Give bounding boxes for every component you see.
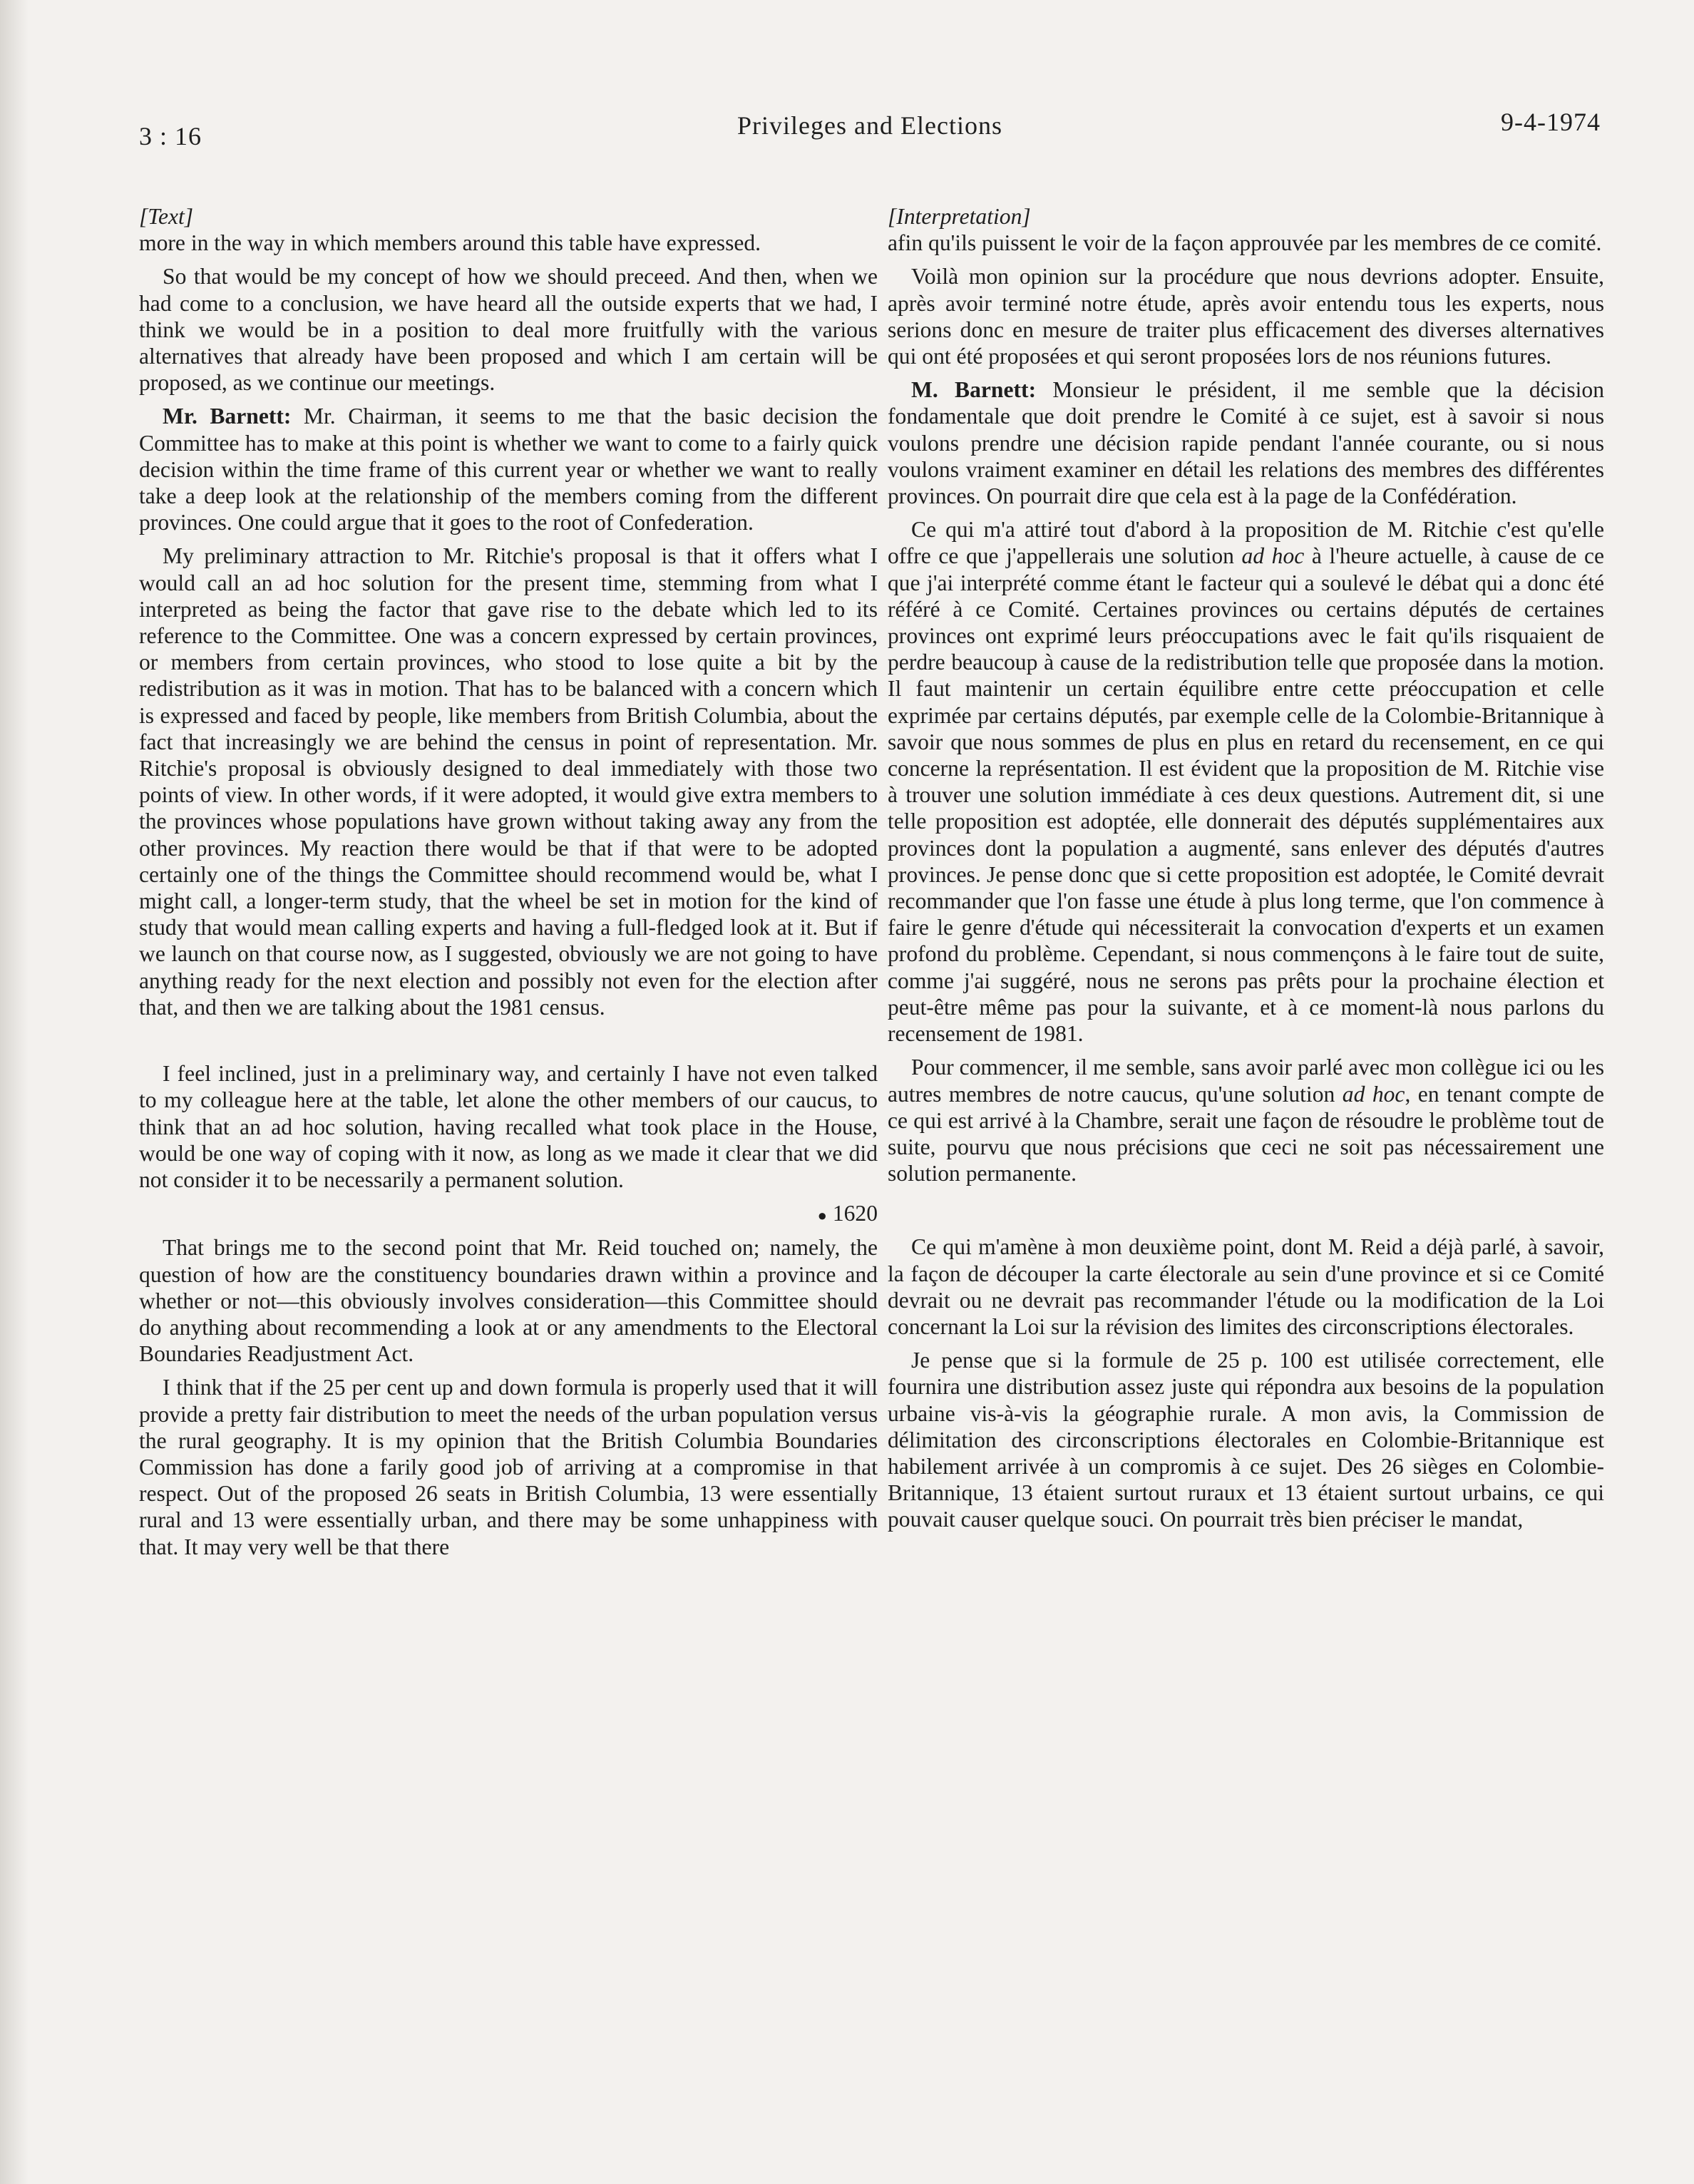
paragraph: I think that if the 25 per cent up and down formula is properly used that it will provide a pretty fair distribution to meet the needs of the urban population versus the rural geography. It is my opinion that the British Columbia Boundaries Commission has done a farily good job of arriving at a compromise in that respect. Out of the proposed 26 seats in British Columbia, 13 were essentially rural and 13 were essentially urban, and there may be some unhappiness with that. It may very well be that there	[139, 1375, 878, 1559]
paragraph: Ce qui m'amène à mon deuxième point, dont M. Reid a déjà parlé, à savoir, la façon de découper la carte électorale au sein d'une province et si ce Comité devrait ou ne devrait pas recommander l'étude ou la modification de la Loi concernant la Loi sur la révision des limites des circonscriptions électorales.	[888, 1234, 1604, 1339]
paragraph	[139, 403, 878, 535]
paragraph-text: Mr. Chairman, it seems to me that the basic decision the Committee has to make at this point is whether we want to come to a fairly quick decision within the time frame of this current year or whether we want to really take a deep look at the relationship of the members coming from the different provinces. One could argue that it goes to the root of Confederation.	[139, 404, 878, 535]
italic-term: ad hoc	[1342, 1081, 1405, 1107]
paragraph-text: Pour commencer, il me semble, sans avoir parlé avec mon collègue ici ou les autres membres de notre caucus, qu'une solution	[888, 1055, 1604, 1107]
paragraph-text: Ce qui m'a attiré tout d'abord à la proposition de M. Ritchie c'est qu'elle offre ce que j'appellerais une solution	[888, 517, 1604, 569]
paragraph: Voilà mon opinion sur la procédure que nous devrions adopter. Ensuite, après avoir terminé notre étude, après avoir entendu tous les experts, nous serions donc en mesure de traiter plus efficacement des diverses alternatives qui ont été proposées et qui seront proposées lors de nos réunions futures.	[888, 264, 1604, 369]
paragraph-text: à l'heure actuelle, à cause de ce que j'ai interprété comme étant le facteur qui a soulevé le débat qui a donc été référé à ce Comité. Certaines provinces ou certains députés de certaines provinces ont exprimé leurs préoccupations avec le fait qu'ils risquaient de perdre beaucoup à cause de la redistribution telle que proposée dans la motion. Il faut maintenir un certain équilibre entre cette préoccupation et celle exprimée par certains députés, par exemple celle de la Colombie-Britannique à savoir que nous sommes de plus en plus en retard du recensement, en ce qui concerne la représentation. Il est évident que la proposition de M. Ritchie vise à trouver une solution immédiate à ces deux questions. Autrement dit, si une telle proposition est adoptée, elle donnerait des députés supplémentaires aux provinces dont la population a augmenté, sans enlever des députés d'autres provinces. Je pense donc que si cette proposition est adoptée, le Comité devrait recommander que l'on fasse une étude à plus long terme, que l'on commence à faire le genre d'étude qui nécessiterait la convocation d'experts et un examen profond du problème. Cependant, si nous commençons à le faire tout de suite, comme j'ai suggéré, nous ne serons pas prêts pour la prochaine élection et peut-être même pas pour la suivante, et à ce moment-là nous parlons du recensement de 1981.	[888, 543, 1604, 1047]
page-edge-shadow	[0, 0, 29, 2184]
paragraph: more in the way in which members around this table have expressed.	[139, 230, 761, 256]
french-column	[888, 203, 1604, 1540]
time-marker	[139, 1200, 878, 1229]
page-header	[139, 107, 1601, 157]
paragraph: Je pense que si la formule de 25 p. 100 est utilisée correctement, elle fournira une distribution assez juste qui répondra aux besoins de la population urbaine vis-à-vis la géographie rurale. A mon avis, la Commission de délimitation des circonscriptions électorales en Colombie-Britannique est habilement arrivée à un compromis à ce sujet. Des 26 sièges en Colombie-Britannique, 13 étaient surtout ruraux et 13 étaient surtout urbains, ce qui pouvait causer quelque souci. On pourrait très bien préciser le mandat,	[888, 1348, 1604, 1532]
speaker-name: M. Barnett:	[911, 377, 1037, 403]
column-label-interpretation: [Interpretation]	[888, 204, 1031, 229]
paragraph	[888, 376, 1604, 509]
paragraph: I feel inclined, just in a preliminary way, and certainly I have not even talked to my colleague here at the table, let alone the other members of our caucus, to think that an ad hoc solution, having recalled what took place in the House, would be one way of coping with it now, as long as we made it clear that we did not consider it to be necessarily a permanent solution.	[139, 1061, 878, 1192]
running-title: Privileges and Elections	[737, 111, 1002, 140]
spacer	[888, 1194, 1604, 1234]
paragraph: So that would be my concept of how we should preceed. And then, when we had come to a conclusion, we have heard all the outside experts that we had, I think we would be in a position to deal more fruitfully with the various alternatives that already have been proposed and which I am certain will be proposed, as we continue our meetings.	[139, 264, 878, 396]
bullet-icon: ●	[817, 1206, 827, 1225]
paragraph: My preliminary attraction to Mr. Ritchie's proposal is that it offers what I would call an ad hoc solution for the present time, stemming from what I interpreted as being the factor that gave rise to the debate which led to its reference to the Committee. One was a concern expressed by certain provinces, or members from certain provinces, who stood to lose quite a bit by the redistribution as it was in motion. That has to be balanced with a concern which is expressed and faced by people, like members from British Columbia, about the fact that increasingly we are behind the census in point of representation. Mr. Ritchie's proposal is obviously designed to deal immediately with those two points of view. In other words, if it were adopted, it would give extra members to the provinces whose populations have grown without taking away any from the other provinces. My reaction there would be that if that were to be adopted certainly one of the things the Committee should recommend would be, what I might call, a longer-term study, that the wheel be set in motion for the kind of study that would mean calling experts and having a full-fledged look at it. But if we launch on that course now, as I suggested, obviously we are not going to have anything ready for the next election and possibly not even for the election after that, and then we are talking about the 1981 census.	[139, 543, 878, 1020]
paragraph-text: Monsieur le président, il me semble que la décision fondamentale que doit prendre le Comité à ce sujet, est à savoir si nous voulons prendre une décision rapide pendant l'année courante, ou si nous voulons vraiment examiner en détail les relations des membres des différentes provinces. On pourrait dire que cela est à la page de la Confédération.	[888, 377, 1605, 509]
paragraph: That brings me to the second point that Mr. Reid touched on; namely, the question of how are the constituency boundaries drawn within a province and whether or not—this obviously involves consideration—this Committee should do anything about recommending a look at or any amendments to the Electoral Boundaries Readjustment Act.	[139, 1235, 878, 1367]
paragraph	[888, 516, 1604, 1047]
time-marker-text: 1620	[832, 1201, 878, 1226]
header-date: 9-4-1974	[1501, 108, 1601, 136]
paragraph: afin qu'ils puissent le voir de la façon approuvée par les membres de ce comité.	[888, 230, 1602, 256]
paragraph-text: , en tenant compte de ce qui est arrivé à la Chambre, serait une façon de résoudre le problème tout de suite, pourvu que nous précisions que ceci ne soit pas nécessairement une solution permanente.	[888, 1081, 1604, 1186]
english-column	[139, 203, 878, 1567]
italic-term: ad hoc	[1241, 543, 1305, 569]
column-label-text: [Text]	[139, 204, 194, 229]
paragraph	[888, 1054, 1604, 1186]
page-number: 3 : 16	[139, 122, 202, 150]
spacer	[139, 1027, 878, 1060]
speaker-name: Mr. Barnett:	[163, 404, 292, 429]
